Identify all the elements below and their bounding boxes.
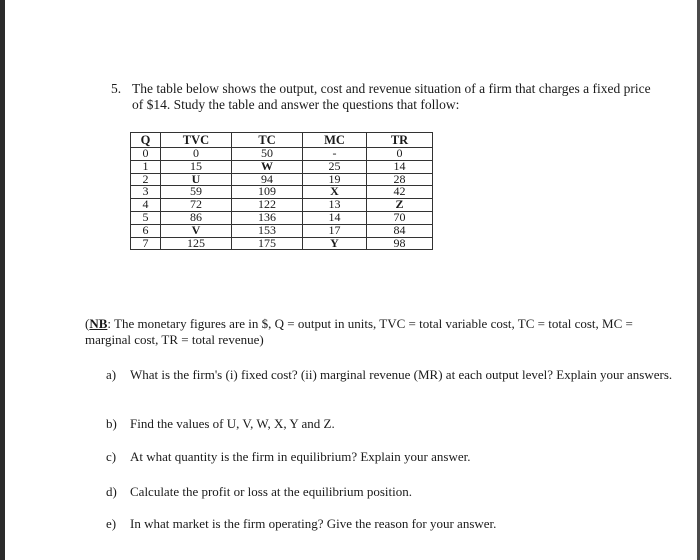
cell-tr: 0: [367, 148, 433, 161]
subquestion-letter: e): [106, 516, 117, 531]
header-tr: TR: [367, 133, 433, 148]
header-tc: TC: [232, 133, 303, 148]
cell-mc: 17: [303, 224, 367, 237]
header-tvc: TVC: [161, 133, 232, 148]
cell-tvc: 59: [161, 186, 232, 199]
subquestion-letter: b): [106, 416, 117, 431]
note-label: NB: [89, 316, 108, 331]
note-paragraph: [85, 316, 665, 348]
cell-tvc-unknown-v: V: [161, 224, 232, 237]
cell-tvc-unknown-u: U: [161, 173, 232, 186]
cell-q: 7: [131, 237, 161, 250]
subquestion-text: In what market is the firm operating? Give the reason for your answer.: [130, 516, 497, 531]
subquestion-d: [106, 484, 676, 500]
cell-tvc: 72: [161, 199, 232, 212]
subquestion-text: At what quantity is the firm in equilibrium? Explain your answer.: [130, 449, 471, 464]
cell-tr: 42: [367, 186, 433, 199]
table-row: [131, 173, 433, 186]
table-row: [131, 224, 433, 237]
cell-q: 2: [131, 173, 161, 186]
note-text: : The monetary figures are in $, Q = output in units, TVC = total variable cost, TC = total cost, MC = marginal cost, TR = total revenue): [85, 316, 633, 347]
cell-tc: 122: [232, 199, 303, 212]
cell-tc: 50: [232, 148, 303, 161]
subquestion-a: [106, 367, 676, 383]
subquestion-letter: d): [106, 484, 117, 499]
question-text: The table below shows the output, cost and revenue situation of a firm that charges a fixed price of $14. Study the table and answer the questions that follow:: [132, 81, 651, 112]
cell-q: 1: [131, 160, 161, 173]
subquestion-e: [106, 516, 676, 532]
table-row: [131, 199, 433, 212]
cell-mc: 13: [303, 199, 367, 212]
cell-tr: 84: [367, 224, 433, 237]
cell-q: 0: [131, 148, 161, 161]
cell-mc: -: [303, 148, 367, 161]
subquestion-letter: a): [106, 367, 117, 382]
cell-tr: 28: [367, 173, 433, 186]
cell-tc: 109: [232, 186, 303, 199]
table-row: [131, 186, 433, 199]
subquestion-c: [106, 449, 676, 465]
cell-tvc: 125: [161, 237, 232, 250]
cell-mc: 25: [303, 160, 367, 173]
cell-tc-unknown-w: W: [232, 160, 303, 173]
cell-tr: 14: [367, 160, 433, 173]
cell-q: 4: [131, 199, 161, 212]
cell-tc: 136: [232, 211, 303, 224]
table-row: [131, 160, 433, 173]
cell-tr: 98: [367, 237, 433, 250]
cell-tvc: 0: [161, 148, 232, 161]
cell-tc: 94: [232, 173, 303, 186]
table-row: [131, 211, 433, 224]
subquestion-b: [106, 416, 676, 432]
cell-q: 5: [131, 211, 161, 224]
cell-mc-unknown-x: X: [303, 186, 367, 199]
subquestion-text: What is the firm's (i) fixed cost? (ii) marginal revenue (MR) at each output level? Explain your answers.: [130, 367, 673, 382]
cell-mc-unknown-y: Y: [303, 237, 367, 250]
header-mc: MC: [303, 133, 367, 148]
cell-q: 6: [131, 224, 161, 237]
cell-tr: 70: [367, 211, 433, 224]
left-page-edge: [0, 0, 5, 560]
note-open-paren: (: [85, 316, 90, 331]
question-number: 5.: [111, 81, 122, 96]
table-row: [131, 237, 433, 250]
subquestion-text: Find the values of U, V, W, X, Y and Z.: [130, 416, 335, 431]
cell-mc: 19: [303, 173, 367, 186]
cell-mc: 14: [303, 211, 367, 224]
cell-tr-unknown-z: Z: [367, 199, 433, 212]
cell-tvc: 15: [161, 160, 232, 173]
cell-tc: 175: [232, 237, 303, 250]
cell-tvc: 86: [161, 211, 232, 224]
header-q: Q: [131, 133, 161, 148]
table-row: [131, 148, 433, 161]
table-header-row: [131, 133, 433, 148]
cost-revenue-table: [130, 132, 433, 250]
subquestion-text: Calculate the profit or loss at the equilibrium position.: [130, 484, 412, 499]
cell-tc: 153: [232, 224, 303, 237]
subquestion-letter: c): [106, 449, 117, 464]
cell-q: 3: [131, 186, 161, 199]
